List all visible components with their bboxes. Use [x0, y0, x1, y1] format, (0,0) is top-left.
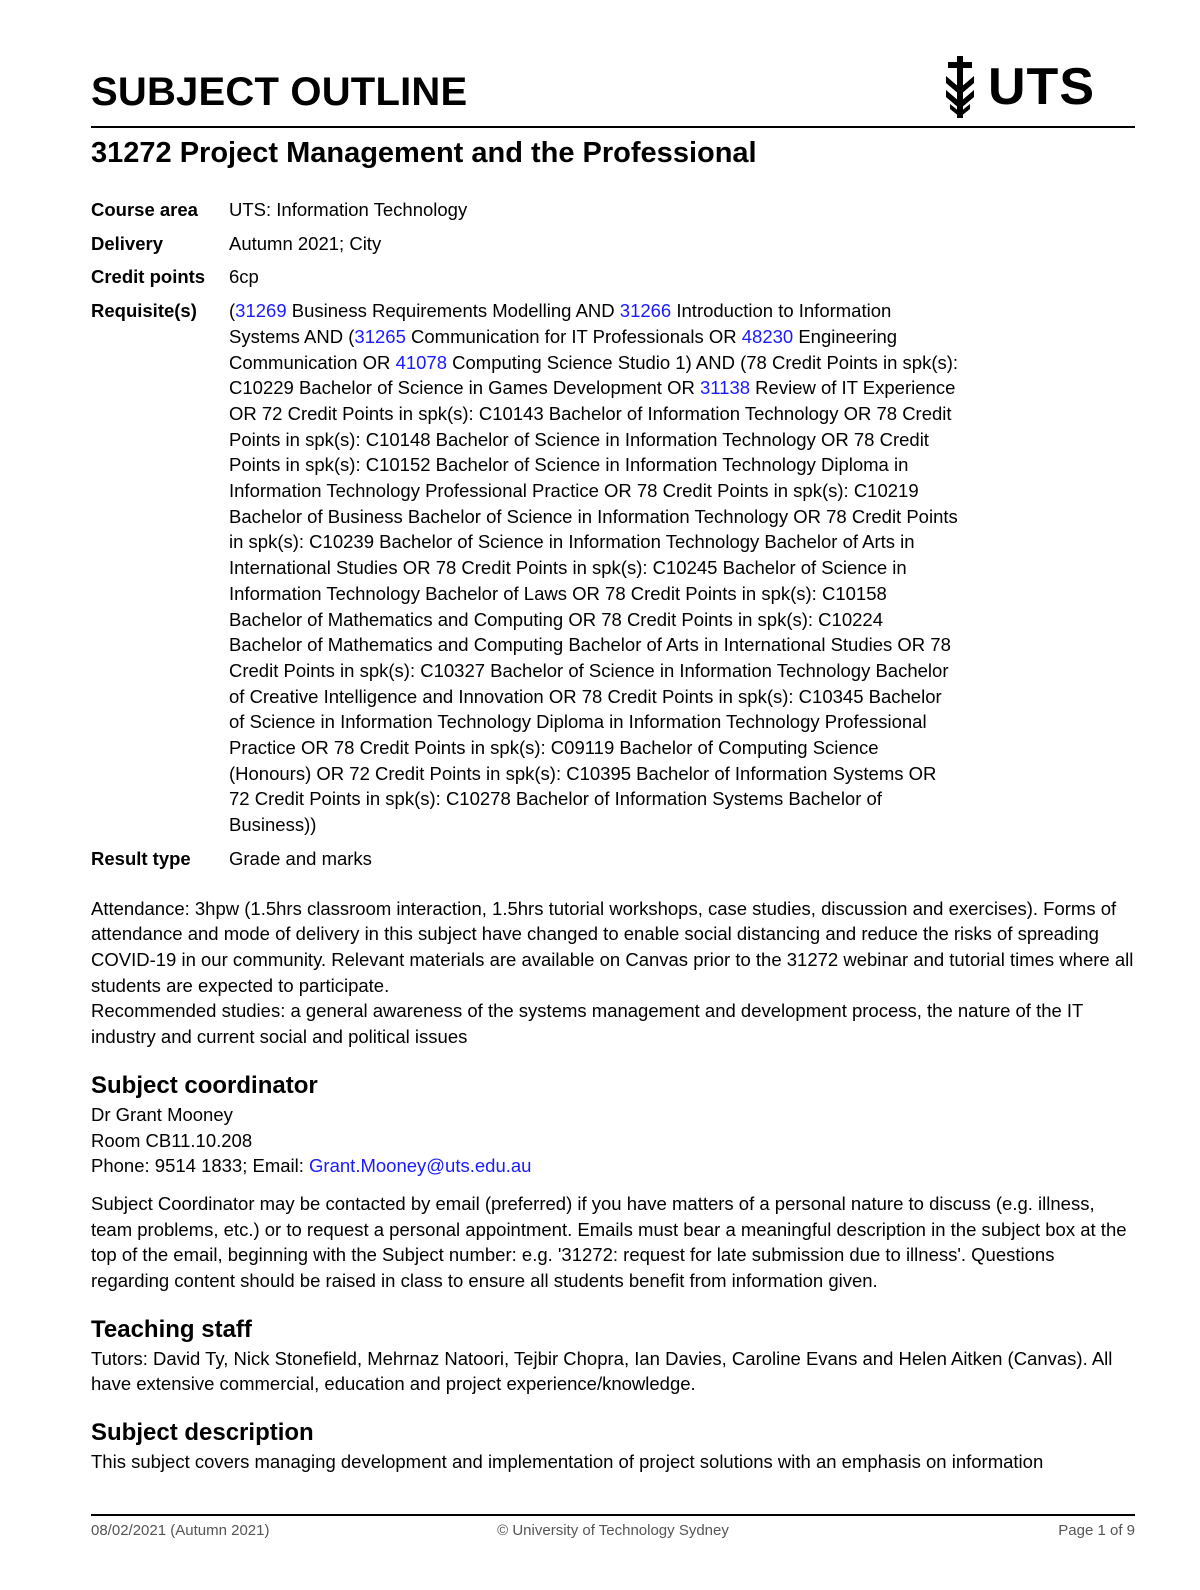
course-area-value: UTS: Information Technology [229, 199, 468, 220]
subject-code-link[interactable]: 31266 [619, 300, 672, 322]
coordinator-note: Subject Coordinator may be contacted by email (preferred) if you have matters of a personal nature to discuss (e.g. illness, team problems, etc.) or to request a personal appointment. Emails must bear a meaningful description in the subject box at the top of the email, beginning with the Subject number: e.g. '31272: request for late submission due to illness'. Questions regarding content should be raised in class to ensure all students benefit from information given. [91, 1192, 1127, 1292]
credit-points-row [91, 264, 1135, 290]
uts-logo-text: UTS [988, 58, 1095, 116]
footer-date: 08/02/2021 (Autumn 2021) [91, 1522, 270, 1539]
uts-logo [940, 56, 1095, 118]
coordinator-heading: Subject coordinator [91, 1071, 318, 1099]
footer-page-number: Page 1 of 9 [1058, 1522, 1135, 1539]
credit-points-label: Credit points [91, 266, 206, 288]
requisites-text: ( [229, 300, 236, 322]
recommended-studies-paragraph: Recommended studies: a general awareness of the systems management and development process, the nature of the IT industry and current social and political issues [91, 1000, 1084, 1048]
subject-code-link[interactable]: 48230 [741, 325, 794, 347]
requisites-row [91, 298, 1135, 838]
uts-crest-icon [940, 56, 980, 118]
coordinator-phone: Phone: 9514 1833; Email: [91, 1155, 310, 1177]
coordinator-email-link[interactable]: Grant.Mooney@uts.edu.au [309, 1155, 532, 1177]
page-footer [91, 1514, 1135, 1556]
coordinator-name: Dr Grant Mooney [91, 1103, 233, 1125]
result-type-value: Grade and marks [229, 847, 372, 869]
subject-code-link[interactable]: 31269 [235, 300, 287, 322]
requisites-text: Engineering Communication OR [229, 325, 898, 373]
page-header [91, 0, 1135, 128]
coordinator-contact [91, 1153, 1135, 1179]
subject-info-table [91, 197, 1135, 872]
document-title: SUBJECT OUTLINE [91, 70, 468, 114]
requisites-text: Introduction to Information Systems AND ( [229, 300, 892, 347]
requisites-label: Requisite(s) [91, 300, 197, 322]
delivery-row [91, 231, 1135, 257]
result-type-label: Result type [91, 847, 191, 869]
document-page [91, 0, 1135, 1590]
requisites-text: Business Requirements Modelling AND [286, 300, 620, 322]
footer-copyright: © University of Technology Sydney [497, 1522, 729, 1539]
delivery-label: Delivery [91, 232, 163, 254]
credit-points-value: 6cp [229, 266, 259, 288]
subject-title: 31272 Project Management and the Professional [91, 137, 757, 169]
requisites-text: Computing Science Studio 1) AND (78 Credit Points in spk(s): C10229 Bachelor of Science in Games Development OR [229, 351, 959, 399]
teaching-staff-text: Tutors: David Ty, Nick Stonefield, Mehrnaz Natoori, Tejbir Chopra, Ian Davies, Caroline Evans and Helen Aitken (Canvas). All have extensive commercial, education and project experience/knowledge. [91, 1347, 1113, 1395]
subject-code-link[interactable]: 31265 [354, 325, 406, 347]
result-type-row [91, 846, 1135, 872]
requisites-value [229, 298, 959, 838]
requisites-text: Communication for IT Professionals OR [405, 325, 742, 347]
subject-code-link[interactable]: 31138 [699, 377, 751, 399]
course-area-row [91, 197, 1135, 223]
coordinator-room: Room CB11.10.208 [91, 1129, 253, 1151]
delivery-value: Autumn 2021; City [229, 232, 382, 254]
attendance-paragraph: Attendance: 3hpw (1.5hrs classroom interaction, 1.5hrs tutorial workshops, case studies, discussion and exercises). Forms of attendance and mode of delivery in this subject have changed to enable social distancing and reduce the risks of spreading COVID-19 in our community. Relevant materials are available on Canvas prior to the 31272 webinar and tutorial times where all students are expected to participate. [91, 897, 1134, 996]
subject-description-text: This subject covers managing development and implementation of project solutions with an emphasis on information [91, 1451, 1044, 1473]
requisites-text: Review of IT Experience OR 72 Credit Points in spk(s): C10143 Bachelor of Information Technology OR 78 Credit Points in spk(s): C10148 Bachelor of Science in Information Technology OR 78 Credit Points in spk(s): C10152 Bachelor of Science in Information Technology Diploma in Information Technology Professional Practice OR 78 Credit Points in spk(s): C10219 Bachelor of Business Bachelor of Science in Information Technology OR 78 Credit Points in spk(s): C10239 Bachelor of Science in Information Technology Bachelor of Arts in International Studies OR 78 Credit Points in spk(s): C10245 Bachelor of Science in Information Technology Bachelor of Laws OR 78 Credit Points in spk(s): C10158 Bachelor of Mathematics and Computing OR 78 Credit Points in spk(s): C10224 Bachelor of Mathematics and Computing Bachelor of Arts in International Studies OR 78 Credit Points in spk(s): C10327 Bachelor of Science in Information Technology Bachelor of Creative Intelligence and Innovation OR 78 Credit Points in spk(s): C10345 Bachelor of Science in Information Technology Diploma in Information Technology Professional Practice OR 78 Credit Points in spk(s): C09119 Bachelor of Computing Science (Honours) OR 72 Credit Points in spk(s): C10395 Bachelor of Information Systems OR 72 Credit Points in spk(s): C10278 Bachelor of Information Systems Bachelor of Business)) [229, 377, 958, 836]
subject-code-link[interactable]: 41078 [395, 351, 448, 373]
course-area-label: Course area [91, 199, 198, 220]
teaching-staff-heading: Teaching staff [91, 1315, 252, 1343]
subject-description-heading: Subject description [91, 1419, 314, 1447]
